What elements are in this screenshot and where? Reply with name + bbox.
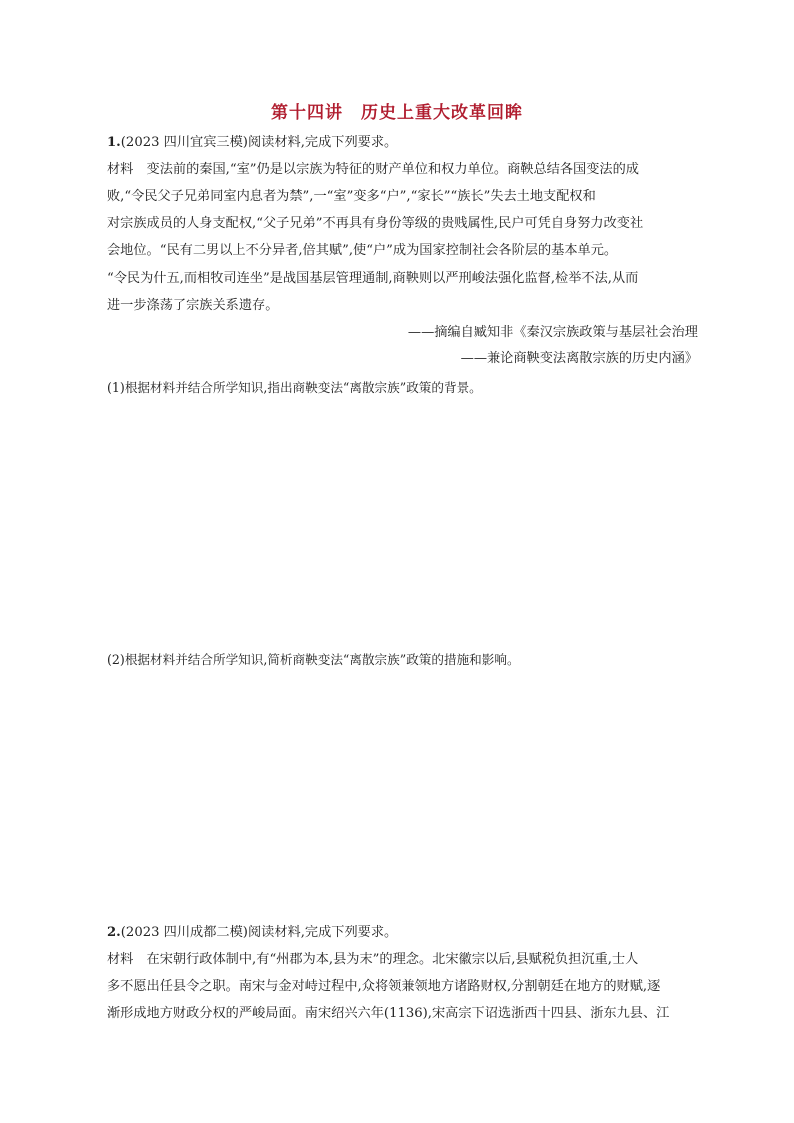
question-number: 2. [107,925,121,940]
material-line: 材料 变法前的秦国,“室”仍是以宗族为特征的财产单位和权力单位。商鞅总结各国变法的成 [107,162,639,177]
material-line: 材料 在宋朝行政体制中,有“州郡为本,县为末”的理念。北宋徽宗以后,县赋税负担沉重,士人 [107,952,639,967]
sub-question-2: (2)根据材料并结合所学知识,简析商鞅变法“离散宗族”政策的措施和影响。 [107,652,520,667]
material-line: 多不愿出任县令之职。南宋与金对峙过程中,众将领兼领地方诸路财权,分割朝廷在地方的财赋,逐 [107,979,661,994]
material-line: “令民为什五,而相牧司连坐”是战国基层管理通制,商鞅则以严刑峻法强化监督,检举不法,从而 [107,271,639,286]
sub-question-1: (1)根据材料并结合所学知识,指出商鞅变法“离散宗族”政策的背景。 [107,380,482,395]
material-line: 进一步涤荡了宗族关系遗存。 [107,298,279,313]
question-1-header [107,136,397,149]
question-2-header [107,926,397,939]
question-number: 1. [107,135,121,150]
material-line: 败,“令民父子兄弟同室内息者为禁”,一“室”变多“户”,“家长”“族长”失去土地支配权和 [107,189,596,204]
material-source: ——摘编自臧知非《秦汉宗族政策与基层社会治理 [407,325,698,340]
question-source: (2023 四川宜宾三模)阅读材料,完成下列要求。 [120,135,398,150]
question-source: (2023 四川成都二模)阅读材料,完成下列要求。 [120,925,398,940]
material-source: ——兼论商鞅变法离散宗族的历史内涵》 [460,351,698,366]
material-line: 渐形成地方财政分权的严峻局面。南宋绍兴六年(1136),宋高宗下诏选浙西十四县、浙东九县、江 [107,1006,670,1021]
material-line: 对宗族成员的人身支配权,“父子兄弟”不再具有身份等级的贵贱属性,民户可凭自身努力改变社 [107,216,644,231]
material-line: 会地位。“民有二男以上不分异者,倍其赋”,使“户”成为国家控制社会各阶层的基本单元。 [107,243,618,258]
page-title: 第十四讲 历史上重大改革回眸 [271,103,523,123]
